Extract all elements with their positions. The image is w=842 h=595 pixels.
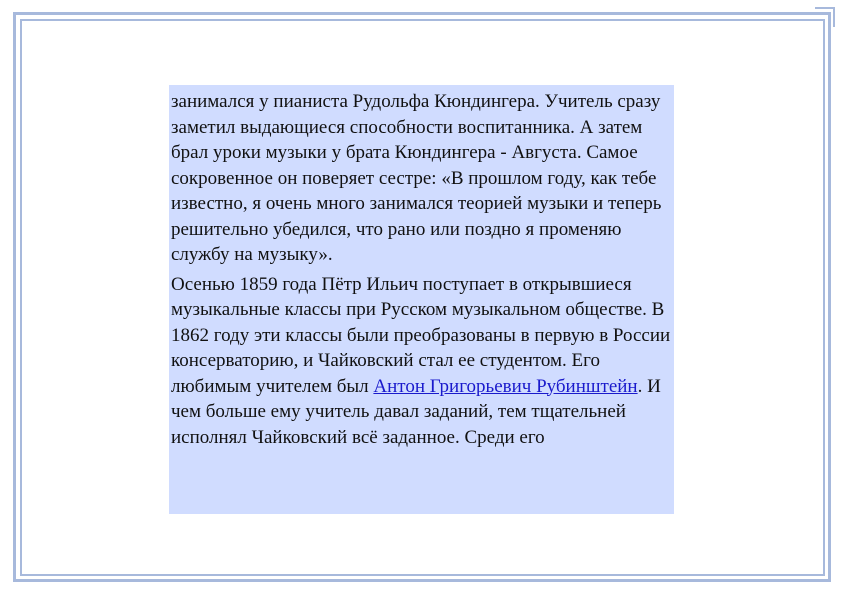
rubinstein-link[interactable]: Антон Григорьевич Рубинштейн xyxy=(373,375,638,397)
paragraph-2-text-before-link: Осенью 1859 года Пётр Ильич поступает в открывшиеся музыкальные классы при Русском музыкальном обществе. В 1862 году эти классы были преобразованы в первую в России консерваторию, и Чайковский стал ее студентом. Его любимым учителем был xyxy=(171,273,671,397)
frame-corner-ornament xyxy=(815,7,835,27)
paragraph-2-text-after-link: . И чем больше ему учитель давал заданий, тем тщательней исполнял Чайковский всё заданное. Среди его xyxy=(171,375,661,448)
paragraph-1: занимался у пианиста Рудольфа Кюндингера. Учитель сразу заметил выдающиеся способности воспитанника. А затем брал уроки музыки у брата Кюндингера - Августа. Самое сокровенное он поверяет сестре: «В прошлом году, как тебе известно, я очень много занимался теорией музыки и теперь решительно убедился, что рано или поздно я променяю службу на музыку». xyxy=(171,91,662,265)
text-block xyxy=(169,85,674,514)
paragraph-2 xyxy=(171,272,672,451)
